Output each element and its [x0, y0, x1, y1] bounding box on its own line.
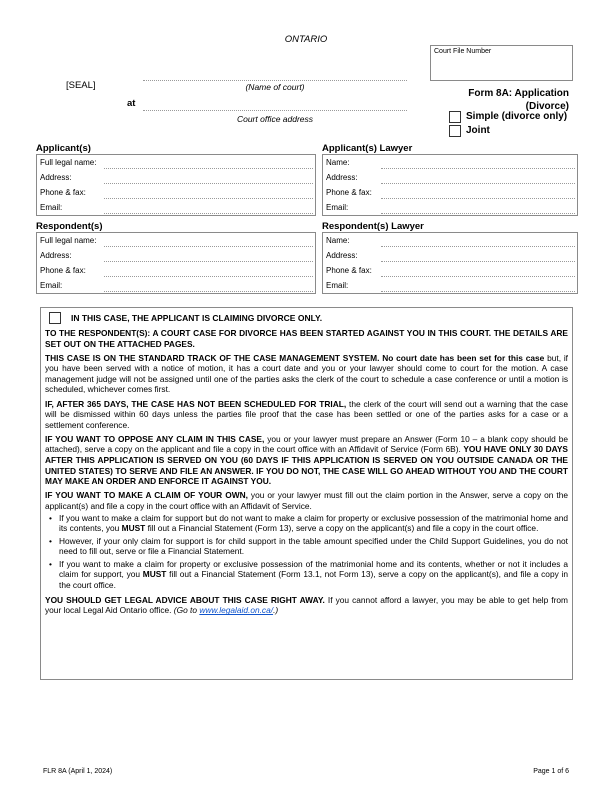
own-claim-paragraph [45, 490, 568, 511]
respondent-lawyer-phone-input[interactable] [381, 276, 575, 277]
bullet-item [45, 559, 568, 591]
applicant-email-input[interactable] [104, 213, 313, 214]
applicant-phone-input[interactable] [104, 198, 313, 199]
bullet-item [45, 536, 568, 557]
form-identifier: FLR 8A (April 1, 2024) [43, 768, 113, 775]
court-file-number-label: Court File Number [434, 48, 492, 55]
name-of-court-caption: (Name of court) [245, 82, 305, 92]
field-label: Name: [326, 236, 350, 245]
respondents-box [36, 232, 316, 294]
bullet-icon: • [49, 512, 52, 523]
to-respondents-text: TO THE RESPONDENT(S): A COURT CASE FOR DIVORCE HAS BEEN STARTED AGAINST YOU IN THIS COURT. THE DETAILS ARE SET OUT ON THE ATTACHED PAGES. [45, 328, 568, 349]
days365-bold: IF, AFTER 365 DAYS, THE CASE HAS NOT BEEN SCHEDULED FOR TRIAL, [45, 398, 347, 409]
field-label: Full legal name: [40, 236, 97, 245]
field-label: Email: [326, 281, 349, 290]
field-label: Phone & fax: [40, 266, 86, 275]
standard-track-paragraph [45, 353, 568, 395]
bullet-text [59, 513, 568, 534]
field-label: Full legal name: [40, 158, 97, 167]
form-title [468, 87, 569, 113]
jurisdiction-heading: ONTARIO [284, 34, 328, 45]
respondent-lawyer-row-phone [323, 263, 577, 278]
page-number: Page 1 of 6 [533, 768, 569, 775]
field-label: Phone & fax: [326, 266, 372, 275]
field-label: Email: [40, 281, 63, 290]
bullet-post: fill out a Financial Statement (Form 13.1, not Form 13), serve a copy on the applicant(s), and file a copy in the court office. [59, 569, 568, 591]
applicant-lawyer-name-input[interactable] [381, 168, 575, 169]
field-label: Address: [40, 173, 72, 182]
legal-aid-link[interactable]: www.legalaid.on.ca/ [199, 605, 274, 616]
applicants-section [36, 143, 316, 216]
bullet-bold: MUST [121, 523, 146, 534]
bullet-icon: • [49, 535, 52, 546]
standard-track-text: but, if you have been served with a notice of motion, it has a court date and you or your lawyer should come to court for the motion. A case management judge will not be assigned until one of the parties asks the clerk of the court to schedule a case conference or until a motion is scheduled, whichever comes first. [45, 352, 568, 395]
claim-bold: IF YOU WANT TO MAKE A CLAIM OF YOUR OWN, [45, 490, 248, 501]
field-label: Phone & fax: [40, 188, 86, 197]
field-label: Address: [40, 251, 72, 260]
bullet-item [45, 513, 568, 534]
field-label: Email: [40, 203, 63, 212]
simple-divorce-checkbox[interactable] [449, 111, 461, 123]
days365-paragraph [45, 399, 568, 431]
respondent-row-address [37, 248, 315, 263]
applicant-lawyer-row-address [323, 170, 577, 185]
claim-text: you or your lawyer must fill out the claim portion in the Answer, serve a copy on the applicant(s) and file a copy in the court office with an Affidavit of Service. [45, 490, 568, 511]
applicant-row-address [37, 170, 315, 185]
form-title-line1: Form 8A: Application [468, 88, 569, 99]
oppose-claim-paragraph [45, 434, 568, 487]
joint-checkbox[interactable] [449, 125, 461, 137]
divorce-only-row [49, 312, 568, 324]
applicant-lawyer-phone-input[interactable] [381, 198, 575, 199]
respondent-lawyer-name-input[interactable] [381, 246, 575, 247]
applicant-row-phone [37, 185, 315, 200]
standard-track-bold: THIS CASE IS ON THE STANDARD TRACK OF THE CASE MANAGEMENT SYSTEM. No court date has been set for this case [45, 352, 545, 363]
simple-divorce-label: Simple (divorce only) [466, 111, 568, 122]
bullet-post: fill out a Financial Statement (Form 13), serve a copy on the applicant(s) and file a copy in the court office. [145, 523, 539, 534]
name-of-court-field[interactable] [143, 80, 407, 81]
field-label: Phone & fax: [326, 188, 372, 197]
advice-text: If you cannot afford a lawyer, you may be able to get help from your local Legal Aid Ontario office. [45, 594, 568, 616]
field-label: Email: [326, 203, 349, 212]
court-office-address-field[interactable] [143, 110, 407, 111]
bullet-text [59, 559, 568, 591]
respondents-lawyer-section [322, 221, 578, 294]
at-label: at [127, 98, 136, 109]
applicant-lawyer-email-input[interactable] [381, 213, 575, 214]
form-title-line2: (Divorce) [525, 101, 569, 112]
applicant-row-email [37, 200, 315, 215]
bullet-pre: However, if your only claim for support is for child support in the table amount specified under the Child Support Guidelines, you do not need to fill out, serve or file a Financial Statement. [59, 535, 568, 557]
applicant-lawyer-row-name [323, 155, 577, 170]
bullet-icon: • [49, 558, 52, 569]
legal-advice-paragraph [45, 595, 568, 616]
respondents-section [36, 221, 316, 294]
applicants-lawyer-section [322, 143, 578, 216]
respondent-lawyer-email-input[interactable] [381, 291, 575, 292]
applicant-full-name-input[interactable] [104, 168, 313, 169]
court-file-number-field[interactable] [430, 45, 573, 81]
bullet-pre: If you want to make a claim for support but do not want to make a claim for property or exclusive possession of the matrimonial home and its contents, you [59, 512, 568, 534]
respondent-lawyer-row-email [323, 278, 577, 293]
applicants-lawyer-title: Applicant(s) Lawyer [322, 143, 413, 154]
bullet-text [59, 536, 568, 557]
respondent-lawyer-row-address [323, 248, 577, 263]
advice-close: .) [273, 605, 279, 616]
divorce-only-checkbox[interactable] [49, 312, 61, 324]
oppose-deadline-bold: YOU HAVE ONLY 30 DAYS AFTER THIS APPLICATION IS SERVED ON YOU (60 DAYS IF THIS APPLICATION IS SERVED ON YOU OUTSIDE CANADA OR THE UNITED STATES) TO SERVE AND FILE AN ANSWER. IF YOU DO NOT, THE CASE WILL GO AHEAD WITHOUT YOU AND THE COURT MAY MAKE AN ORDER AND ENFORCE IT AGAINST YOU. [45, 444, 568, 487]
applicant-lawyer-row-phone [323, 185, 577, 200]
applicants-box [36, 154, 316, 216]
respondents-lawyer-box [322, 232, 578, 294]
field-label: Name: [326, 158, 350, 167]
advice-bold: YOU SHOULD GET LEGAL ADVICE ABOUT THIS CASE RIGHT AWAY. [45, 594, 325, 605]
bullet-pre: If you want to make a claim for property or exclusive possession of the matrimonial home and its contents, whether or not it includes a claim for support, you [59, 558, 568, 580]
seal-placeholder: [SEAL] [66, 80, 96, 91]
days365-text: the clerk of the court will send out a warning that the case will be dismissed within 60 days unless the parties file proof that the case has been settled or one of the parties asks for a case or a settlement conference. [45, 398, 568, 430]
respondent-row-name [37, 233, 315, 248]
field-label: Address: [326, 251, 358, 260]
applicant-lawyer-address-input[interactable] [381, 183, 575, 184]
respondent-lawyer-row-name [323, 233, 577, 248]
joint-label: Joint [466, 125, 490, 136]
applicants-title: Applicant(s) [36, 143, 91, 154]
court-office-address-caption: Court office address [236, 114, 314, 124]
bullet-bold: MUST [142, 569, 167, 580]
field-label: Address: [326, 173, 358, 182]
respondents-title: Respondent(s) [36, 221, 103, 232]
applicant-row-name [37, 155, 315, 170]
oppose-text: you or your lawyer must prepare an Answer (Form 10 – a blank copy should be attached), serve a copy on the applicant and file a copy in the court office with an Affidavit of Service (Form 6B). [45, 433, 568, 455]
applicants-lawyer-box [322, 154, 578, 216]
respondent-email-input[interactable] [104, 291, 313, 292]
applicant-address-input[interactable] [104, 183, 313, 184]
respondent-address-input[interactable] [104, 261, 313, 262]
respondent-phone-input[interactable] [104, 276, 313, 277]
respondent-full-name-input[interactable] [104, 246, 313, 247]
notice-to-respondent-box [40, 307, 573, 680]
respondent-row-phone [37, 263, 315, 278]
respondents-lawyer-title: Respondent(s) Lawyer [322, 221, 424, 232]
to-respondents-paragraph [45, 328, 568, 349]
respondent-lawyer-address-input[interactable] [381, 261, 575, 262]
respondent-row-email [37, 278, 315, 293]
advice-go-to: (Go to [173, 605, 200, 616]
divorce-only-label: IN THIS CASE, THE APPLICANT IS CLAIMING DIVORCE ONLY. [71, 312, 323, 323]
oppose-bold: IF YOU WANT TO OPPOSE ANY CLAIM IN THIS CASE, [45, 433, 265, 444]
applicant-lawyer-row-email [323, 200, 577, 215]
